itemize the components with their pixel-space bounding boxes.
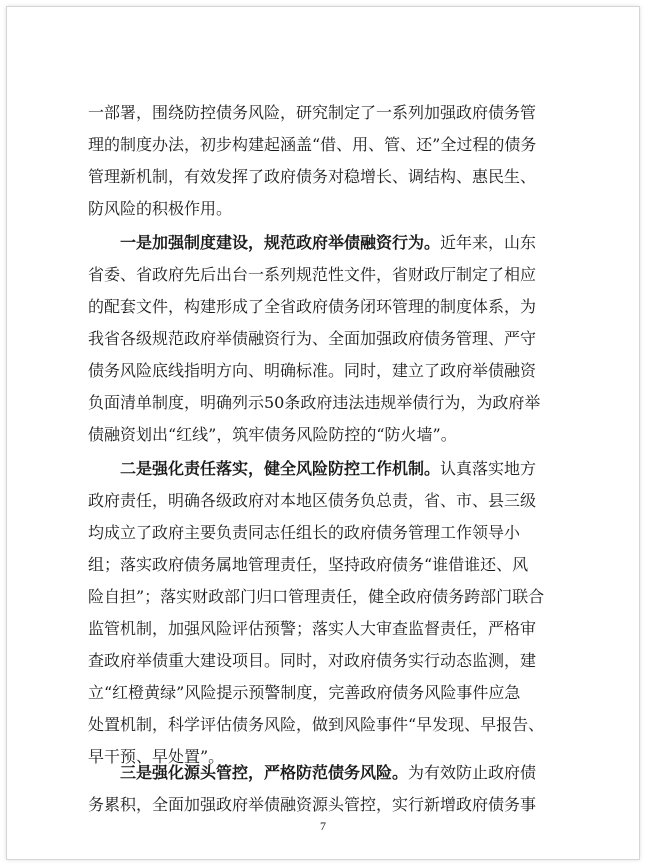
text-line: 防风险的积极作用。 <box>88 199 233 218</box>
text-line: 查政府举债重大建设项目。同时，对政府债务实行动态监测，建 <box>88 651 537 670</box>
text-line: 组；落实政府债务属地管理责任，坚持政府债务“谁借谁还、风 <box>88 555 529 574</box>
text-line: 的配套文件，构建形成了全省政府债务闭环管理的制度体系，为 <box>88 297 537 316</box>
text-line: 我省各级规范政府举债融资行为、全面加强政府债务管理、严守 <box>88 329 537 348</box>
paragraph-heading-line: 二是强化责任落实，健全风险防控工作机制。认真落实地方 <box>120 459 537 478</box>
page-number: 7 <box>320 819 326 833</box>
text-line: 一部署，围绕防控债务风险，研究制定了一系列加强政府债务管 <box>88 103 537 122</box>
paragraph-heading: 一是加强制度建设，规范政府举债融资行为。 <box>120 233 441 252</box>
paragraph-heading: 二是强化责任落实，健全风险防控工作机制。 <box>120 459 441 478</box>
text-line: 管理新机制，有效发挥了政府债务对稳增长、调结构、惠民生、 <box>88 167 537 186</box>
paragraph-heading-line: 一是加强制度建设，规范政府举债融资行为。近年来，山东 <box>120 233 537 252</box>
text-line: 早干预、早处置”。 <box>88 747 225 766</box>
text-line: 负面清单制度，明确列示50条政府违法违规举债行为，为政府举 <box>88 393 541 412</box>
paragraph-heading-line: 三是强化源头管控，严格防范债务风险。为有效防止政府债 <box>120 763 537 782</box>
text-line: 债务风险底线指明方向、明确标准。同时，建立了政府举债融资 <box>88 361 537 380</box>
paragraph-heading: 三是强化源头管控，严格防范债务风险。 <box>120 763 409 782</box>
text-line: 立“红橙黄绿”风险提示预警制度，完善政府债务风险事件应急 <box>88 683 521 702</box>
text-line: 险自担”；落实财政部门归口管理责任，健全政府债务跨部门联合 <box>88 587 545 606</box>
text-line: 均成立了政府主要负责同志任组长的政府债务管理工作领导小 <box>88 523 521 542</box>
text-line: 监管机制，加强风险评估预警；落实人大审查监督责任，严格审 <box>88 619 537 638</box>
text-line: 理的制度办法，初步构建起涵盖“借、用、管、还”全过程的债务 <box>88 135 537 154</box>
text-line: 债融资划出“红线”，筑牢债务风险防控的“防火墙”。 <box>88 425 457 444</box>
text-line: 务累积，全面加强政府举债融资源头管控，实行新增政府债务事 <box>88 795 537 814</box>
text-line: 省委、省政府先后出台一系列规范性文件，省财政厅制定了相应 <box>88 265 537 284</box>
text-line: 处置机制，科学评估债务风险，做到风险事件“早发现、早报告、 <box>88 715 545 734</box>
text-line: 政府责任，明确各级政府对本地区债务负总责，省、市、县三级 <box>88 491 537 510</box>
